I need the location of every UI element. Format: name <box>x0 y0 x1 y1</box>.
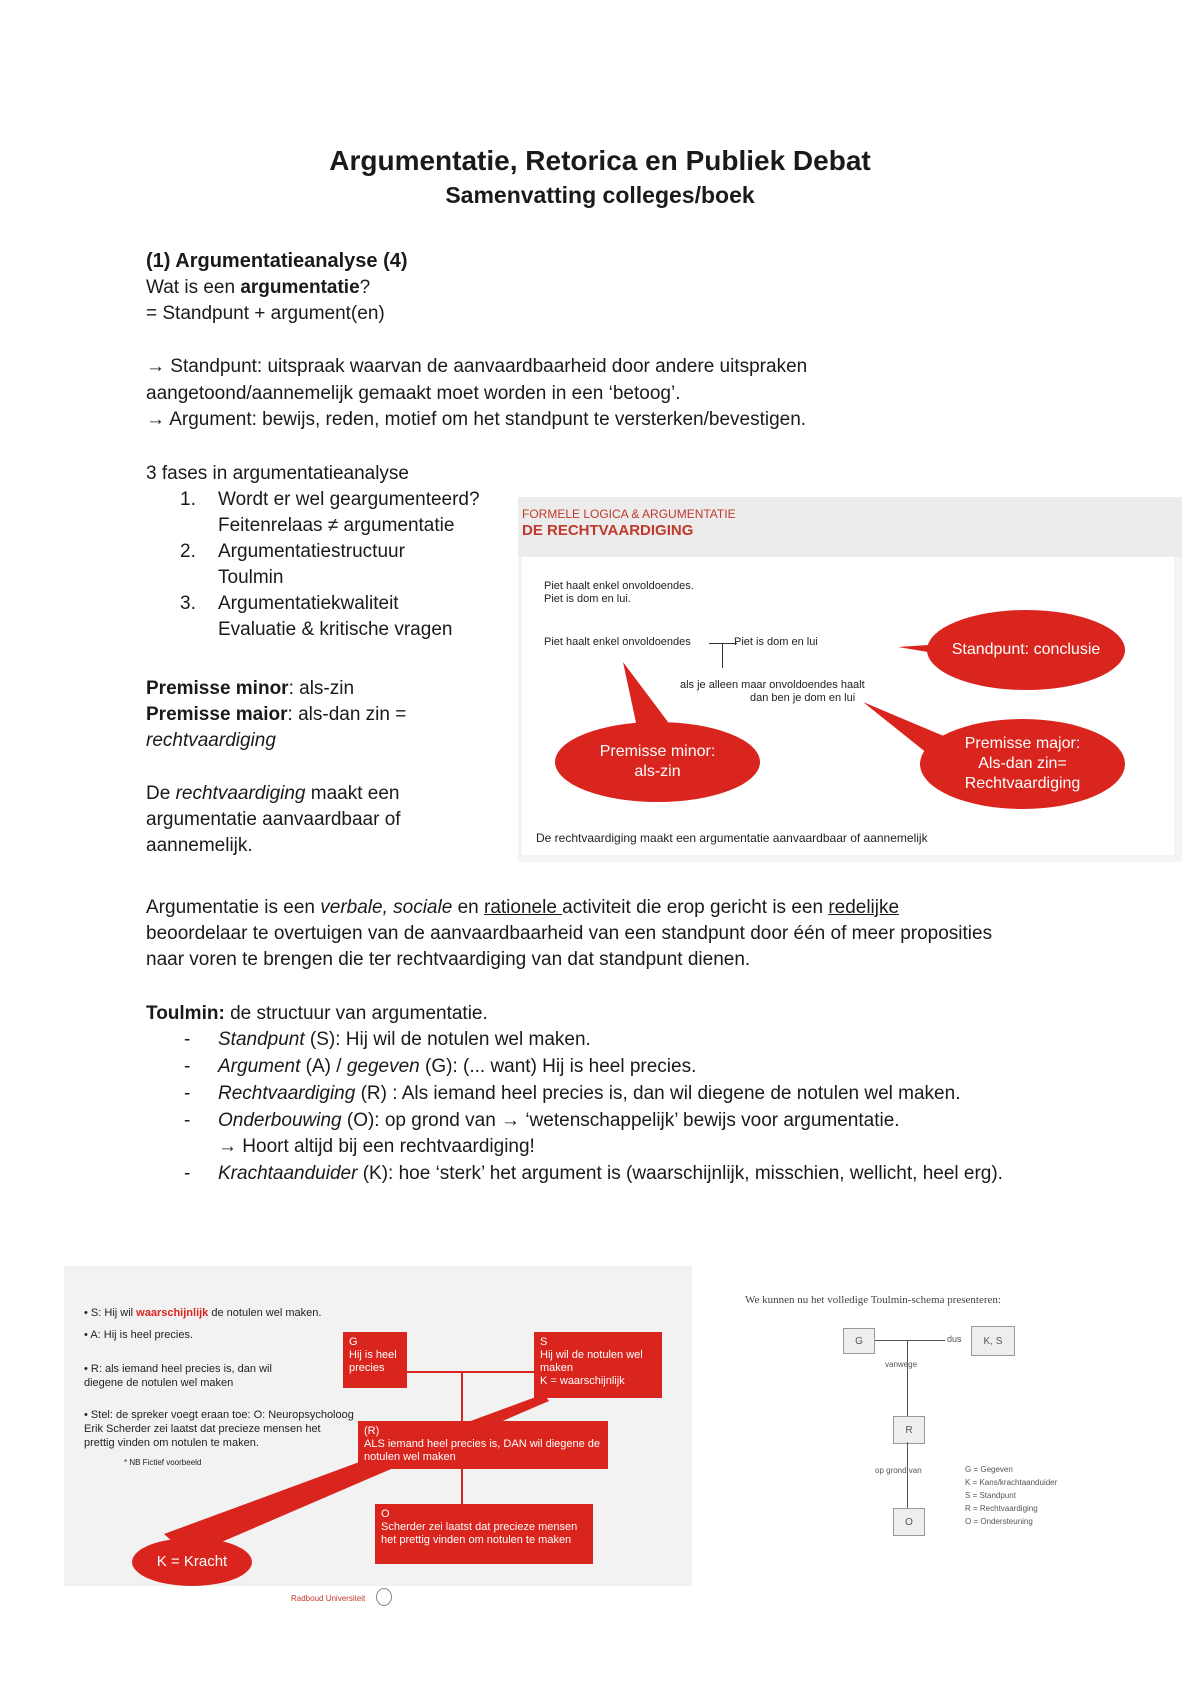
example-line-2: Piet is dom en lui. <box>544 593 631 605</box>
premisse-minor: Premisse minor: als-zin <box>146 678 355 699</box>
schema-o: O <box>893 1508 925 1536</box>
toulmin-heading: Toulmin: de structuur van argumentatie. <box>146 1003 488 1024</box>
rechtvaardiging-text-2: argumentatie aanvaardbaar of <box>146 809 401 830</box>
university-seal-icon <box>376 1588 392 1606</box>
flow-right: Piet is dom en lui <box>734 636 818 648</box>
example-note: * NB Fictief voorbeeld <box>124 1458 202 1467</box>
schema-vanwege: vanwege <box>885 1360 918 1369</box>
example-line-1: Piet haalt enkel onvoldoendes. <box>544 580 694 592</box>
figure-rechtvaardiging <box>518 497 1182 862</box>
premisse-maior: Premisse maior: als-dan zin = <box>146 704 407 725</box>
definition-line-2: beoordelaar te overtuigen van de aanvaardbaarheid van een standpunt door één of meer proposities <box>146 923 993 944</box>
schema-ks: K, S <box>971 1326 1015 1356</box>
figure-toulmin-schema <box>745 1290 1145 1550</box>
box-standpunt: S Hij wil de notulen wel maken K = waarschijnlijk <box>534 1332 662 1398</box>
schema-opgrond: op grond van <box>875 1466 922 1475</box>
definition-argument: → Argument: bewijs, reden, motief om het standpunt te versterken/bevestigen. <box>146 409 807 430</box>
page-subtitle: Samenvatting colleges/boek <box>445 182 755 208</box>
rechtvaardiging-text-3: aannemelijk. <box>146 835 253 856</box>
box-rechtvaardiging: (R) ALS iemand heel precies is, DAN wil diegene de notulen wel maken <box>358 1421 608 1469</box>
schema-caption: We kunnen nu het volledige Toulmin-schema presenteren: <box>745 1294 1001 1306</box>
question: Wat is een argumentatie? <box>146 277 371 298</box>
rechtvaardiging-text: De rechtvaardiging maakt een <box>146 783 400 804</box>
bubble-major: Premisse major: Als-dan zin= Rechtvaardiging <box>920 719 1125 809</box>
schema-r: R <box>893 1416 925 1444</box>
bubble-standpunt: Standpunt: conclusie <box>927 610 1125 690</box>
rule-line-2: dan ben je dom en lui <box>750 692 856 704</box>
example-bullet: • Stel: de spreker voegt eraan toe: O: Neuropsycholoog Erik Scherder zei laatst dat precieze mensen het prettig vinden om notulen te maken. <box>84 1409 354 1449</box>
figure-caption-top: FORMELE LOGICA & ARGUMENTATIE <box>522 507 736 521</box>
figure-footer: De rechtvaardiging maakt een argumentatie aanvaardbaar of aannemelijk <box>536 831 928 845</box>
schema-dus: dus <box>947 1334 962 1344</box>
box-onderbouwing: O Scherder zei laatst dat precieze mensen het prettig vinden om notulen te maken <box>375 1504 593 1564</box>
definition-standpunt-cont: aangetoond/aannemelijk gemaakt moet worden in een ‘betoog’. <box>146 383 681 404</box>
box-gegeven: G Hij is heel precies <box>343 1332 407 1388</box>
definition-line-1: Argumentatie is een verbale, sociale en rationele activiteit die erop gericht is een redelijke <box>146 897 900 918</box>
definition-line-3: naar voren te brengen die ter rechtvaardiging van dat standpunt dienen. <box>146 949 751 970</box>
formula: = Standpunt + argument(en) <box>146 303 385 324</box>
bubble-kracht: K = Kracht <box>132 1538 252 1586</box>
schema-line-opgrond <box>907 1442 908 1514</box>
example-bullet: • A: Hij is heel precies. <box>84 1329 194 1341</box>
schema-line-vanwege <box>907 1340 908 1420</box>
example-bullet: • S: Hij wil waarschijnlijk de notulen wel maken. <box>84 1307 322 1319</box>
page-title: Argumentatie, Retorica en Publiek Debat <box>329 145 871 176</box>
university-label: Radboud Universiteit <box>291 1594 366 1603</box>
phases-intro: 3 fases in argumentatieanalyse <box>146 463 409 484</box>
example-bullet: • R: als iemand heel precies is, dan wil diegene de notulen wel maken <box>84 1363 272 1389</box>
rule-line-1: als je alleen maar onvoldoendes haalt <box>680 679 865 691</box>
flow-left: Piet haalt enkel onvoldoendes <box>544 636 691 648</box>
schema-arrow-dus <box>875 1340 945 1341</box>
figure-caption-title: DE RECHTVAARDIGING <box>522 522 694 539</box>
definition-standpunt: → Standpunt: uitspraak waarvan de aanvaardbaarheid door andere uitspraken <box>146 356 808 377</box>
schema-g: G <box>843 1328 875 1354</box>
figure-toulmin-example <box>64 1266 692 1603</box>
bubble-minor: Premisse minor: als-zin <box>555 722 760 802</box>
premisse-maior-italic: rechtvaardiging <box>146 730 276 751</box>
section-heading: (1) Argumentatieanalyse (4) <box>146 250 408 272</box>
schema-legend: G = Gegeven K = Kans/krachtaanduider S = Standpunt R = Rechtvaardiging O = Ondersteuning <box>965 1465 1058 1526</box>
